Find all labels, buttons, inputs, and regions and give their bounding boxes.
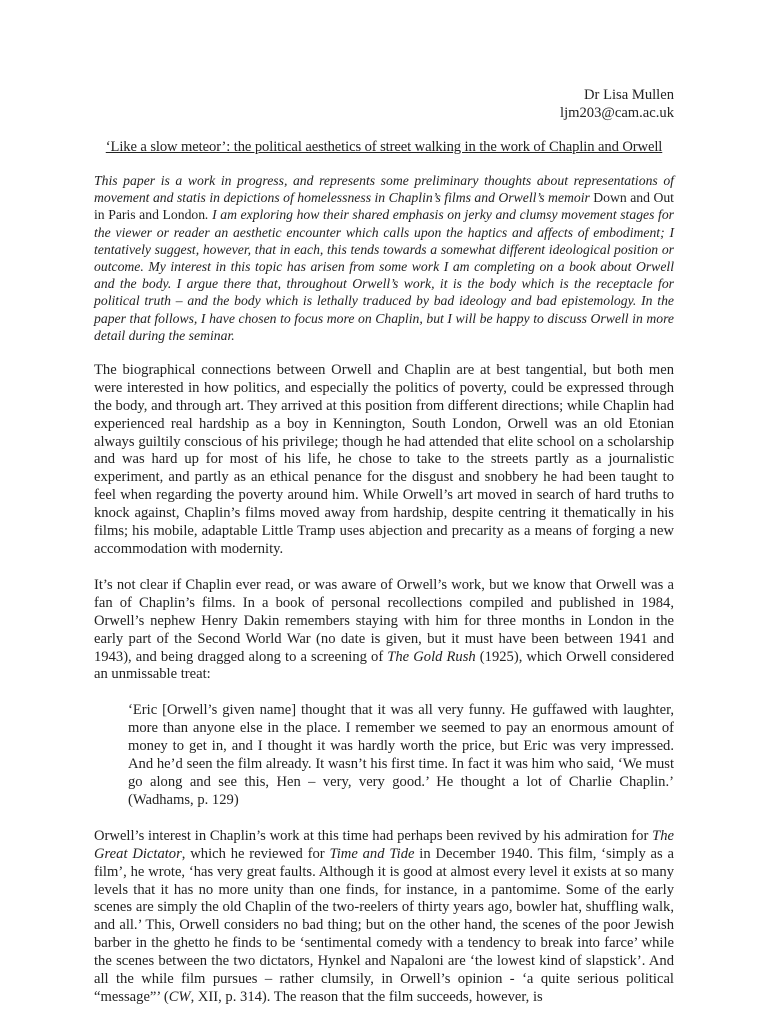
abstract-text-2: . I am exploring how their shared emphasis on jerky and clumsy movement stages for the viewer or reader an aesthetic encounter which calls upon the haptics and affects of embodiment; I tentatively suggest, however, that in each, this tends towards a somewhat different ideological position or outcome. My interest in this topic has arisen from some work I am completing on a book about Orwell and the body. I argue there that, throughout Orwell’s work, it is the body which is the receptacle for political truth – and the body which is lethally traduced by bad ideology and bad epistemology. In the paper that follows, I have chosen to focus more on Chaplin, but I will be happy to discuss Orwell in more detail during the seminar. — [94, 207, 674, 343]
citation-cw: CW — [168, 988, 191, 1005]
book-title: Down and Out in Paris and London — [94, 190, 674, 223]
film-title-great-dictator: The Great Dictator — [94, 827, 674, 862]
magazine-title: Time and Tide — [329, 845, 415, 862]
author-block — [94, 86, 674, 122]
body-paragraph-3 — [94, 828, 674, 1007]
author-name: Dr Lisa Mullen — [584, 87, 674, 103]
para3-text-b: , which he reviewed for — [181, 845, 330, 862]
block-quote: ‘Eric [Orwell’s given name] thought that it was all very funny. He guffawed with laughter, more than anyone else in the place. I remember we seemed to pay an enormous amount of money to get in, and I thought it was hardly worth the price, but Eric was very impressed. And he’d seen the film already. It wasn’t his first time. In fact it was him who said, ‘We must go along and see this, Hen – very, very good.’ He thought a lot of Charlie Chaplin.’ (Wadhams, p. 129) — [128, 702, 674, 808]
para3-text-c: in December 1940. This film, ‘simply as a film’, he wrote, ‘has very great faults. Although it is good at almost every level it exists at so many levels that it has no more unity than one finds, for instance, in a pantomime. Some of the early scenes are simply the old Chaplin of the two-reelers of thirty years ago, bowler hat, shuffling walk, and all.’ This, Orwell considers no bad thing; but on the other hand, the scenes of the poor Jewish barber in the ghetto he finds to be ‘sentimental comedy with a tendency to break into farce’ while the scenes between the two dictators, Hynkel and Napaloni are ‘the lowest kind of slapstick’. And all the while film pursues – rather clumsily, in Orwell’s opinion - ‘a quite serious political “message”’ ( — [94, 845, 675, 1005]
paper-title: ‘Like a slow meteor’: the political aesthetics of street walking in the work of Chaplin and Orwell — [105, 139, 663, 155]
abstract-paragraph — [94, 172, 674, 344]
para3-text-a: Orwell’s interest in Chaplin’s work at this time had perhaps been revived by his admiration for — [94, 827, 653, 844]
para2-text-b: (1925), which Orwell considered an unmissable treat: — [94, 648, 674, 683]
author-email: ljm203@cam.ac.uk — [560, 105, 674, 121]
abstract-text-1: This paper is a work in progress, and represents some preliminary thoughts about representations of movement and statis in depictions of homelessness in Chaplin’s films and Orwell’s memoir — [94, 172, 674, 206]
para3-text-d: , XII, p. 314). The reason that the film succeeds, however, is — [190, 988, 543, 1005]
body-paragraph-1: The biographical connections between Orwell and Chaplin are at best tangential, but both men were interested in how politics, and especially the politics of poverty, could be expressed through the body, and through art. They arrived at this position from different directions; while Chaplin had experienced real hardship as a boy in Kennington, South London, Orwell was an old Etonian always guiltily conscious of his privilege; though he had attended that elite school on a scholarship and was hard up for most of his life, he chose to take to the streets partly as a journalistic experiment, and partly as an ethical penance for the disgust and snobbery he had been taught to feel when regarding the poverty around him. While Orwell’s art moved in search of hard truths to knock against, Chaplin’s films moved away from hardship, despite centring it thematically in his films; his mobile, adaptable Little Tramp uses abjection and precarity as a means of forging a new accommodation with modernity. — [94, 361, 674, 557]
film-title-gold-rush: The Gold Rush — [387, 648, 476, 665]
para2-text-a: It’s not clear if Chaplin ever read, or was aware of Orwell’s work, but we know that Orwell was a fan of Chaplin’s films. In a book of personal recollections compiled and published in 1984, Orwell’s nephew Henry Dakin remembers staying with him for three months in London in the early part of the Second World War (no date is given, but it must have been between 1941 and 1943), and being dragged along to a screening of — [94, 576, 674, 665]
body-paragraph-2 — [94, 577, 674, 684]
